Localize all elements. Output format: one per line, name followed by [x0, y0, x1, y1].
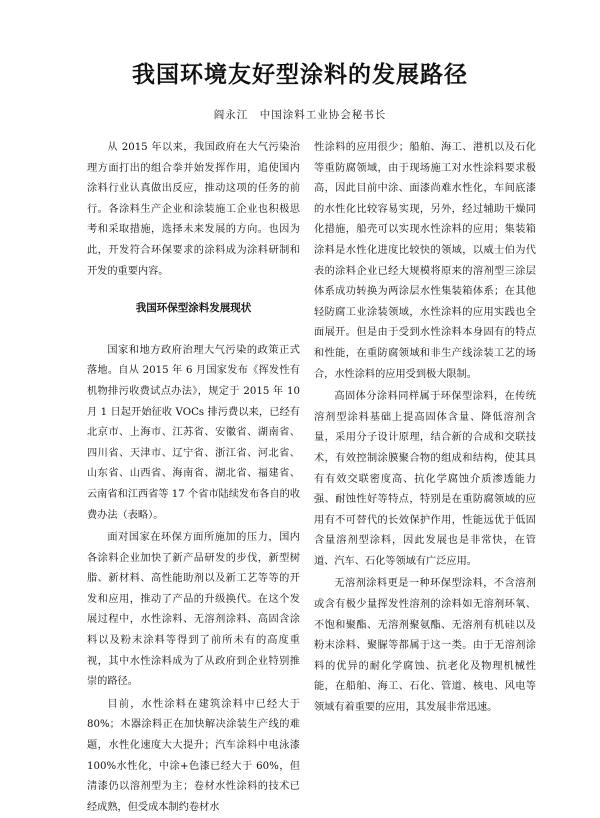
paragraph-policy: 国家和地方政府治理大气污染的政策正式落地。自从 2015 年 6 月国家发布《挥发性有机物排污收费试点办法》，规定于 2015 年 10 月 1 日起开始征收 VOCs 排污费以来，已经有北京市、上海市、江苏省、安徽省、湖南省、四川省、天津市、辽宁省、浙江省、河北省、山东省、山西省、海南省、湖北省、福建省、云南省和江西省等 17 个省市陆续发布各自的收费办法（表略）。 [87, 344, 301, 521]
paragraph-waterborne-continued: 性涂料的应用很少；船舶、海工、港机以及石化等重防腐领域，由于现场施工对水性涂料要求极高，因此目前中涂、面漆尚难水性化，车间底漆的水性化比较容易实现，另外，经过辅助干燥同化措施，船壳可以实现水性涂料的应用；集装箱涂料是水性化进度比较快的领域，以威士伯为代表的涂料企业已经大规模将原来的溶剂型三涂层体系成功转换为两涂层水性集装箱体系；在其他轻防腐工业涂装领域，水性涂料的应用实践也全面展开。但是由于受到水性涂料本身固有的特点和性能，在重防腐领域和非生产线涂装工艺的场合，水性涂料的应用受到极大限制。 [314, 142, 536, 380]
paragraph-high-solids: 高固体分涂料同样属于环保型涂料，在传统溶剂型涂料基础上提高固体含量、降低溶剂含量，采用分子设计原理，结合新的合成和交联技术，有效控制涂膜聚合物的组成和结构，使其具有有效交联密度高、抗化学腐蚀介质渗透能力强、耐蚀性好等特点，特别是在重防腐领域的应用有不可替代的长效保护作用，性能远优于低固含量溶剂型涂料，因此发展也是非常快，在管道、汽车、石化等领域有广泛应用。 [314, 391, 536, 567]
paragraph-industry-response: 面对国家在环保方面所施加的压力，国内各涂料企业加快了新产品研发的步伐，新型树脂、新材料、高性能助剂以及新工艺等等的开发和应用，推动了产品的升级换代。在这个发展过程中，水性涂料、无溶剂涂料、高固含涂料以及粉末涂料等得到了前所未有的高度重视，其中水性涂料成为了从政府到企业特别推崇的路径。 [87, 532, 300, 688]
paragraph-intro: 从 2015 年以来，我国政府在大气污染治理方面打出的组合拳并始发挥作用，追使国内涂料行业认真做出反应，推动这项的任务的前行。各涂料生产企业和涂装施工企业也积极思考和采取措施，选择未来发展的方向。也因为此，开发符合环保要求的涂料成为涂料研制和开发的重要内容。 [87, 142, 300, 277]
author-byline: 阎永江 中国涂料工业协会秘书长 [213, 109, 387, 121]
right-column [314, 138, 536, 719]
paragraph-solvent-free: 无溶剂涂料更是一种环保型涂料，不含溶剂或含有极少量挥发性溶剂的涂料如无溶剂环氧、不饱和聚酯、无溶剂聚氨酯、无溶剂有机硅以及粉末涂料、聚脲等都属于这一类。由于无溶剂涂料的优异的耐化学腐蚀、抗老化及物理机械性能，在船舶、海工、石化、管道、核电、风电等领域有着重要的应用，其发展非常迅速。 [314, 578, 536, 714]
left-column [87, 138, 300, 818]
section-heading: 我国环保型涂料发展现状 [135, 302, 252, 315]
article-title: 我国环境友好型涂料的发展路径 [132, 62, 468, 88]
paragraph-waterborne-status: 目前，水性涂料在建筑涂料中已经大于 80%；木器涂料正在加快解决涂装生产线的难题，水性化速度大大提升；汽车涂料中电泳漆 100%水性化，中涂+色漆已经大于 60%，但清漆仍以溶剂型为主；卷材水性涂料的技术已经成熟，但受成本制约卷材水 [87, 698, 300, 813]
